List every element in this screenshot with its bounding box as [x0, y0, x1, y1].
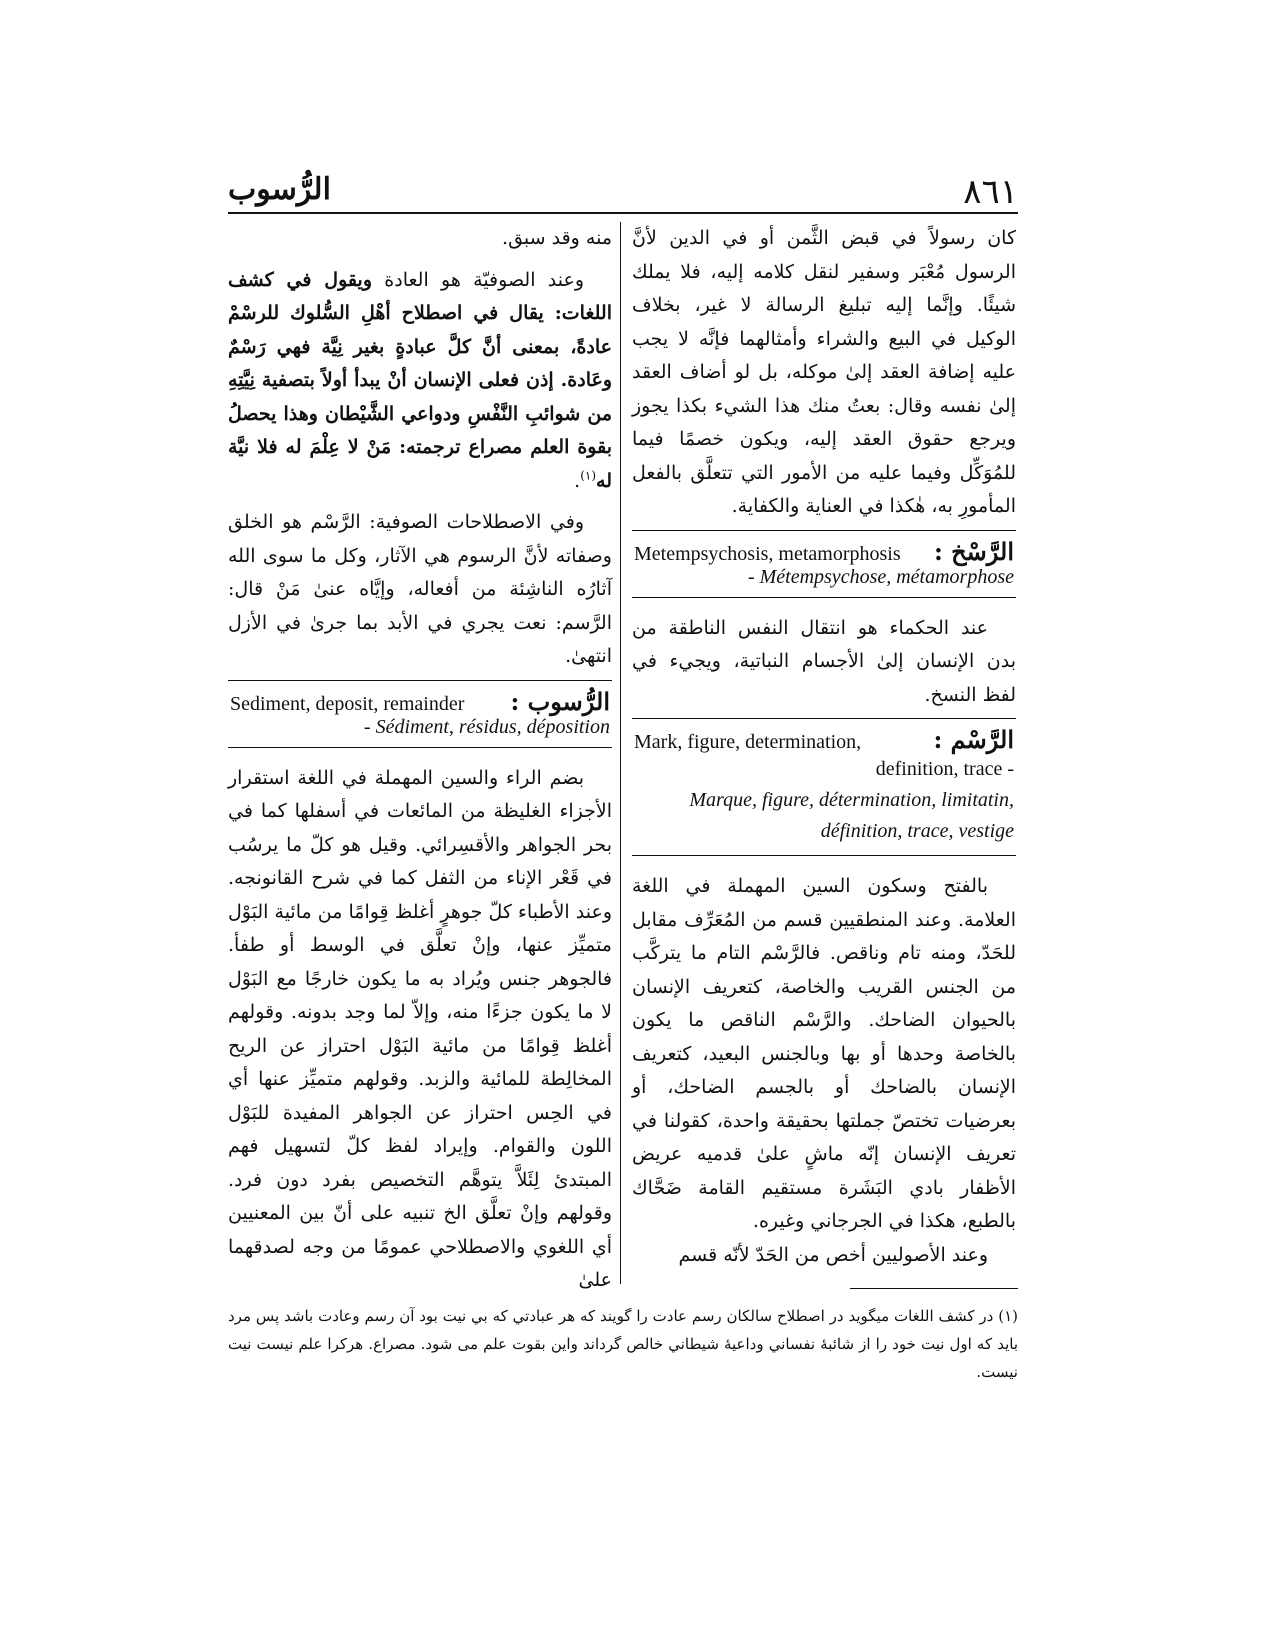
kashf-quote: ويقول في كشف اللغات: يقال في اصطلاح أهْلِ السُّلوك للرسْمْ عادةً، بمعنى أنَّ كلَّ عبادةٍ بغير نِيَّة فهي رَسْمٌ وعَادة. إذن فعلى الإنسان أنْ يبدأ أولاً بتصفية نِيَّتِهِ من شوائبِ النَّفْسِ ودواعي الشَّيْطان وهذا يحصلُ بقوة العلم مصراع ترجمته: مَنْ لا عِلْمَ له فلا نيَّة له: [228, 268, 612, 492]
footnote-marker: (١): [998, 1307, 1018, 1325]
paragraph: عند الحكماء هو انتقال النفس الناطقة من بدن الإنسان إلىٰ الأجسام النباتية، ويجيء في لفظ النسخ.: [632, 616, 1016, 706]
entry-english: Metempsychosis, metamorphosis: [634, 542, 901, 565]
entry-arabic: الرَّسْم :: [933, 725, 1014, 754]
footnote: [228, 1302, 1018, 1386]
footnote-rule: [850, 1288, 1018, 1289]
entry-english: Mark, figure, determination,: [634, 731, 862, 753]
footnote-text: در كشف اللغات ميگويد در اصطلاح سالكان رسم عادت را گويند كه هر عبادتي كه بي نيت بود آن رسم وعادت باشد پس مرد بايد كه اول نيت خود را از شائبهٔ نفساني وداعيهٔ شيطاني خالص گرداند واين بقوت علم مى شود. مصراع. هركرا علم نيست نيت نيست.: [228, 1307, 1018, 1381]
paragraph: منه وقد سبق.: [502, 227, 612, 249]
entry-heading-rasm: [632, 718, 1016, 856]
paragraph: وعند الصوفيّة هو العادة ويقول في كشف اللغات: يقال في اصطلاح أهْلِ السُّلوك للرسْمْ عادةً، بمعنى أنَّ كلَّ عبادةٍ بغير نِيَّة فهي رَسْمٌ وعَادة. إذن فعلى الإنسان أنْ يبدأ أولاً بتصفية نِيَّتِهِ من شوائبِ النَّفْسِ ودواعي الشَّيْطان وهذا يحصلُ بقوة العلم مصراع ترجمته: مَنْ لا عِلْمَ له فلا نيَّة له$^{(١)}$.: [228, 268, 612, 492]
page-number: ٨٦١: [963, 172, 1018, 212]
paragraph: وعند الأصوليين أخص من الحَدّ لأنّه قسم: [678, 1243, 988, 1266]
paragraph: كان رسولاً في قبض الثَّمن أو في الدين لأنَّ الرسول مُعْبَر وسفير لنقل كلامه إليه، فلا يملك شيئًا. وإنَّما إليه تبليغ الرسالة لا غير، بخلاف الوكيل في البيع والشراء وأمثالهما فإنَّه لا يجب عليه إضافة العقد إلىٰ موكله، بل لو أضاف العقد إلىٰ نفسه وقال: بعتُ منك هذا الشيء بكذا يجوز ويرجع حقوق العقد إليه، ويكون خصمًا فيما للمُوَكِّل وفيما عليه من الأمور التي تتعلَّق بالفعل المأمورِ به، هٰكذا في العناية والكفاية.: [632, 227, 1016, 517]
running-title: الرُّسوب: [228, 172, 331, 207]
column-divider: [620, 222, 621, 1284]
entry-heading-rusub: [228, 680, 612, 748]
entry-french: - Sédiment, résidus, déposition: [363, 715, 610, 738]
paragraph: بضم الراء والسين المهملة في اللغة استقرار الأجزاء الغليظة من المائعات في أسفلها كما في بحر الجواهر والأقسِرائي. وقيل هو كلّ ما يرسُب في قَعْر الإناء من الثفل كما في شرح القانونجه. وعند الأطباء كلّ جوهرٍ أغلظ قِوامًا من مائية البَوْل متميِّز عنها، وإنْ تعلَّق في الوسط أو طفأ. فالجوهر جنس ويُراد به ما يكون خارجًا مع البَوْل لا ما يكون جزءًا منه، وإلاّ لما وجد بدونه. وقولهم أغلظ قِوامًا من مائية البَوْل احتراز عن الريح المخالِطة للمائية والزبد. وقولهم متميِّز عنها أي في الحِس احتراز عن الجواهر المفيدة للبَوْل اللون والقوام. وإيراد لفظ كلّ لتسهيل فهم المبتدئ لِئَلاَّ يتوهَّم التخصيص بفرد دون فرد. وقولهم وإنْ تعلَّق الخ تنبيه على أنّ بين المعنيين أي اللغوي والاصطلاحي عمومًا من وجه لصدقهما علىٰ: [228, 766, 612, 1291]
right-column: [632, 222, 1016, 1272]
entry-english-continued: definition, trace -: [875, 758, 1014, 780]
left-column: [228, 222, 612, 1298]
header-rule: [228, 212, 1018, 214]
footnote-ref[interactable]: (١): [580, 468, 597, 483]
entry-french: - Métempsychose, métamorphose: [747, 565, 1014, 588]
page-header: [228, 168, 1018, 214]
entry-arabic: الرَّسْخ :: [933, 536, 1014, 566]
entry-french: Marque, figure, détermination, limitatin, définition, trace, vestige: [689, 789, 1014, 842]
entry-english: Sediment, deposit, remainder: [230, 692, 465, 715]
paragraph: بالفتح وسكون السين المهملة في اللغة العلامة. وعند المنطقيين قسم من المُعَرِّف مقابل للحَدّ، ومنه تام وناقص. فالرَّسْم التام ما يتركَّب من الجنس القريب والخاصة، كتعريف الإنسان بالحيوان الضاحك. والرَّسْم الناقص ما يكون بالخاصة وحدها أو بها وبالجنس البعيد، كتعريف الإنسان بالضاحك أو بالجسم الضاحك، أو بعرضيات تختصّ جملتها بحقيقة واحدة، كقولنا في تعريف الإنسان إنّه ماشٍ علىٰ قدميه عريض الأظفار بادي البَشَرة مستقيم القامة ضَحَّاك بالطبع، هكذا في الجرجاني وغيره.: [632, 875, 1016, 1232]
paragraph: وفي الاصطلاحات الصوفية: الرَّسْم هو الخلق وصفاته لأنَّ الرسوم هي الآثار، وكل ما سوى الله آثارُه الناشِئة من أفعاله، وإيَّاه عنىٰ مَنْ قال: الرَّسم: نعت يجري في الأبد بما جرىٰ في الأزل انتهىٰ.: [228, 511, 612, 667]
entry-arabic: الرُّسوب :: [510, 686, 610, 716]
paragraph-intro: وعند الصوفيّة هو العادة: [372, 268, 584, 291]
entry-heading-rasikh: [632, 530, 1016, 598]
